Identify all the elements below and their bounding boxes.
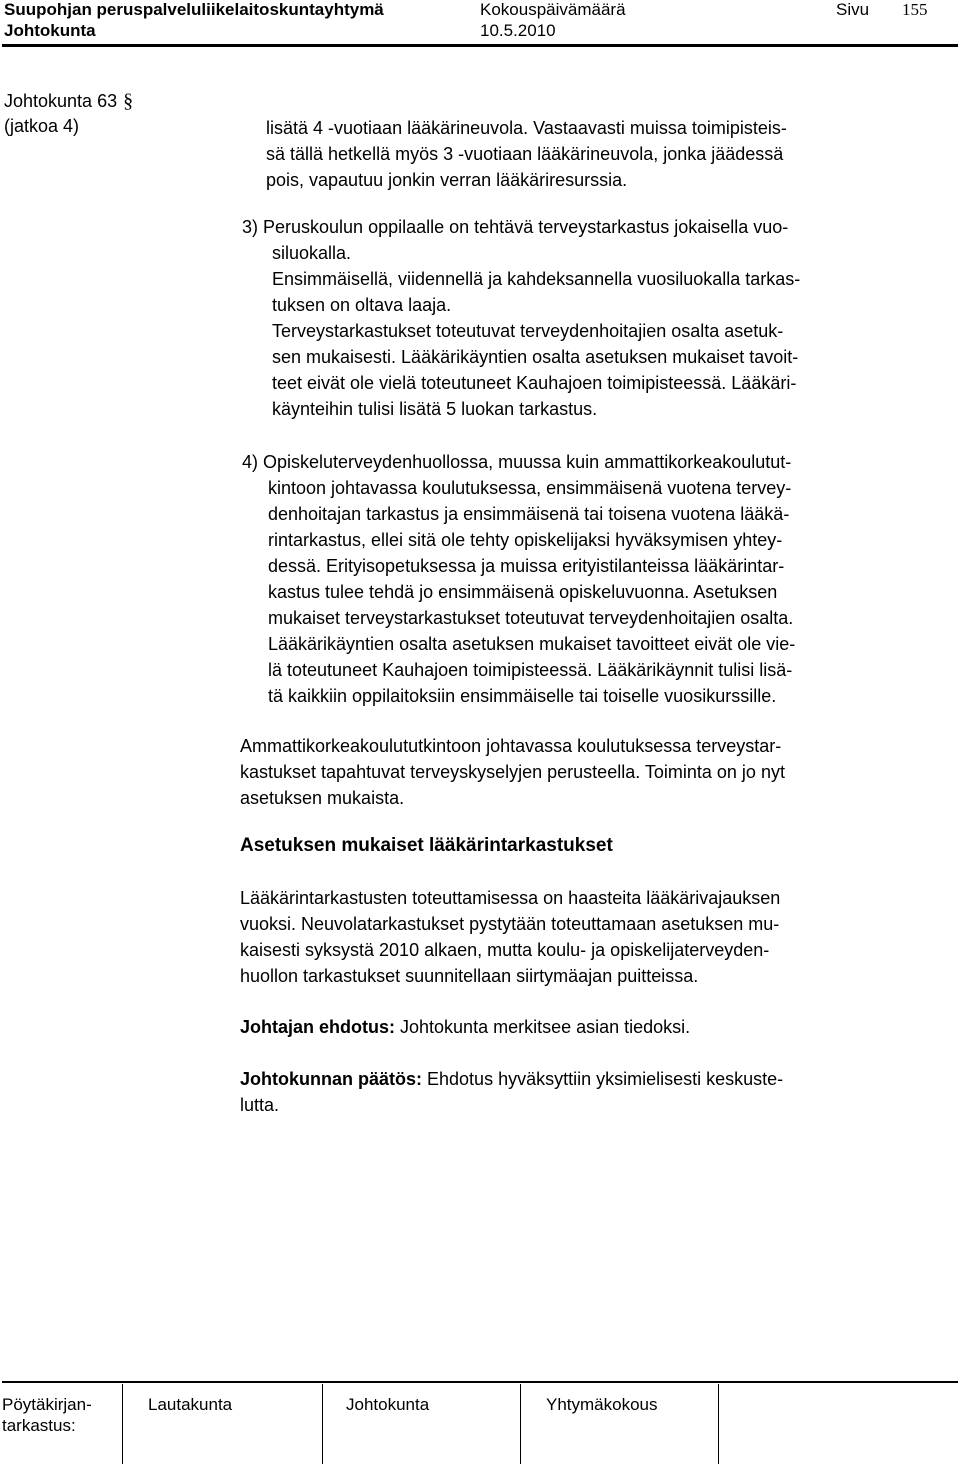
- meeting-date-label: Kokouspäivämäärä: [480, 0, 626, 19]
- text-line: lisätä 4 -vuotiaan lääkärineuvola. Vastaavasti muissa toimipisteis-: [266, 118, 787, 138]
- text-line: 4) Opiskeluterveydenhuollossa, muussa kuin ammattikorkeakoulutut-: [242, 452, 792, 472]
- text-line: teet eivät ole vielä toteutuneet Kauhajoen toimipisteessä. Lääkäri-: [272, 373, 797, 393]
- section-title-row: [4, 90, 133, 113]
- text-line: kaisesti syksystä 2010 alkaen, mutta koulu- ja opiskelijaterveyden-: [240, 940, 770, 960]
- footer-col-yhtymakokous: Yhtymäkokous: [546, 1395, 658, 1414]
- footer-checkers-line1: Pöytäkirjan-: [2, 1395, 92, 1414]
- decision-text-continued: lutta.: [240, 1095, 280, 1115]
- page-number: 155: [902, 0, 928, 19]
- text-line: kastukset tapahtuvat terveyskyselyjen perusteella. Toiminta on jo nyt: [240, 762, 785, 782]
- paragraph-2: [242, 214, 932, 266]
- paragraph-1: [266, 115, 926, 193]
- paragraph-4: [240, 733, 930, 811]
- section-symbol: §: [123, 90, 134, 112]
- text-line: vuoksi. Neuvolatarkastukset pystytään toteuttamaan asetuksen mu-: [240, 914, 780, 934]
- body-name: Johtokunta: [4, 21, 96, 40]
- organization-name: Suupohjan peruspalveluliikelaitoskuntayhtymä: [4, 0, 384, 19]
- text-line: Lääkärintarkastusten toteuttamisessa on haasteita lääkärivajauksen: [240, 888, 781, 908]
- text-line: asetuksen mukaista.: [240, 788, 405, 808]
- text-line: tä kaikkiin oppilaitoksiin ensimmäiselle tai toiselle vuosikurssille.: [268, 686, 777, 706]
- footer-column-divider: [718, 1384, 719, 1464]
- text-line: huollon tarkastukset suunnitellaan siirtymäajan puitteissa.: [240, 966, 699, 986]
- text-line: rintarkastus, ellei sitä ole tehty opiskelijaksi hyväksymisen yhtey-: [268, 530, 783, 550]
- footer-column-divider: [322, 1384, 323, 1464]
- footer-col-johtokunta: Johtokunta: [346, 1395, 430, 1414]
- continuation-label: (jatkoa 4): [4, 116, 80, 136]
- text-line: Lääkärikäyntien osalta asetuksen mukaiset tavoitteet eivät ole vie-: [268, 634, 796, 654]
- paragraph-2-continued: [272, 266, 932, 422]
- text-line: siluokalla.: [272, 243, 352, 263]
- director-proposal: [240, 1014, 930, 1040]
- board-decision: [240, 1066, 930, 1118]
- text-line: pois, vapautuu jonkin verran lääkäriresurssia.: [266, 170, 628, 190]
- section-title: Johtokunta 63: [4, 91, 118, 111]
- paragraph-5: [240, 885, 930, 989]
- footer-checkers-label: [2, 1394, 92, 1436]
- text-line: dessä. Erityisopetuksessa ja muissa erityistilanteissa lääkärintar-: [268, 556, 785, 576]
- text-line: Ensimmäisellä, viidennellä ja kahdeksannella vuosiluokalla tarkas-: [272, 269, 801, 289]
- text-line: tuksen on oltava laaja.: [272, 295, 452, 315]
- text-line: Terveystarkastukset toteutuvat terveydenhoitajien osalta asetuk-: [272, 321, 784, 341]
- footer-col-lautakunta: Lautakunta: [148, 1395, 233, 1414]
- section-heading: Asetuksen mukaiset lääkärintarkastukset: [240, 835, 613, 856]
- text-line: kintoon johtavassa koulutuksessa, ensimmäisenä vuotena tervey-: [268, 478, 792, 498]
- text-line: Ammattikorkeakoulututkintoon johtavassa koulutuksessa terveystar-: [240, 736, 782, 756]
- proposal-label: Johtajan ehdotus:: [240, 1017, 396, 1037]
- footer-column-divider: [520, 1384, 521, 1464]
- text-line: mukaiset terveystarkastukset toteutuvat terveydenhoitajien osalta.: [268, 608, 794, 628]
- text-line: lä toteutuneet Kauhajoen toimipisteessä. Lääkärikäynnit tulisi lisä-: [268, 660, 793, 680]
- footer-column-divider: [122, 1384, 123, 1464]
- paragraph-3: [242, 449, 932, 709]
- page-label: Sivu: [836, 0, 870, 19]
- text-line: käynteihin tulisi lisätä 5 luokan tarkastus.: [272, 399, 598, 419]
- proposal-text: Johtokunta merkitsee asian tiedoksi.: [395, 1017, 691, 1037]
- text-line: sä tällä hetkellä myös 3 -vuotiaan lääkärineuvola, jonka jäädessä: [266, 144, 784, 164]
- text-line: denhoitajan tarkastus ja ensimmäisenä tai toisena vuotena lääkä-: [268, 504, 790, 524]
- footer-checkers-line2: tarkastus:: [2, 1416, 76, 1435]
- text-line: 3) Peruskoulun oppilaalle on tehtävä terveystarkastus jokaisella vuo-: [242, 217, 789, 237]
- header-divider: [2, 44, 958, 47]
- meeting-date: 10.5.2010: [480, 21, 556, 40]
- text-line: kastus tulee tehdä jo ensimmäisenä opiskeluvuonna. Asetuksen: [268, 582, 778, 602]
- text-line: sen mukaisesti. Lääkärikäyntien osalta asetuksen mukaiset tavoit-: [272, 347, 799, 367]
- decision-label: Johtokunnan päätös:: [240, 1069, 423, 1089]
- footer-divider: [2, 1381, 958, 1383]
- decision-text: Ehdotus hyväksyttiin yksimielisesti keskuste-: [422, 1069, 784, 1089]
